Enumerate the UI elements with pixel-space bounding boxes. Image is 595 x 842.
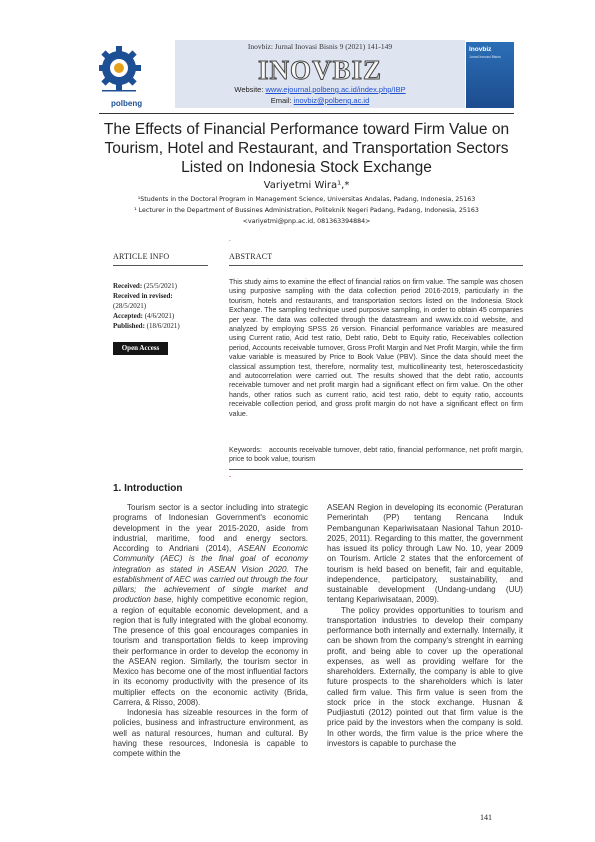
website-link[interactable]: www.ejournal.polbeng.ac.id/index.php/IBP [265, 85, 406, 94]
body-column-left [113, 503, 308, 759]
polbeng-logo [99, 38, 173, 108]
abstract-bottom-rule [229, 469, 523, 470]
intro-paragraph-2: Indonesia has sizeable resources in the form of policies, business and infrastructure environment, as well as natural resources, human and cultural. By having these resources, Indonesia is capable to compete within the [113, 708, 308, 758]
affiliation-1: ¹Students in the Doctoral Program in Management Science, Universitas Andalas, Padang, Indonesia, 25163 [137, 196, 476, 203]
website-label: Website: [234, 85, 266, 94]
received-date [113, 281, 177, 291]
cover-title: Inovbiz [469, 46, 492, 53]
article-info-heading: ARTICLE INFO [113, 252, 170, 261]
email-line [175, 96, 465, 105]
journal-brand: INOVBIZ [257, 55, 383, 85]
separator-mark-2: - [229, 472, 232, 480]
published-date [113, 321, 180, 331]
open-access-badge: Open Access [113, 342, 168, 355]
cover-subtitle: Jurnal Inovasi Bisnis [469, 55, 501, 59]
abstract-text: This study aims to examine the effect of financial ratios on firm value. The sample was chosen using purposive sampling with the data collection period 2016-2019, particularly in the tourism, hotels and restaurants, and transportation sectors listed on the Indonesia Stock Exchange. The sampling technique used purposive sampling, in order to obtain 45 companies per year. The data was collected through the datastream and www.idx.co.id website, and analyzed by employing SPSS 26 version. Financial performance variables are measured using Current ratio, Acid test ratio, Debt ratio, Debt to Equity ratio, Receivables collection period, Accounts receivable turnover, Gross Profit Margin and Net Profit Margin, while the firm value variable is measured by Price to Book Value (PBV). Since the data should meet the classical assumption test, therefore, normality test, multicollinearity test, heteroscedasticity and autocorrelation were carried out. The results showed that the debt ratio, accounts receivable turnover and net profit margin had a significant effect on firm value. On the other hands, other ratios such as current ratio, acid test ratio, debt to equity ratio, accounts receivable collection period, and gross profit margin do not have a significant effect on firm value. [229, 279, 523, 418]
journal-citation: Inovbiz: Jurnal Inovasi Bisnis 9 (2021) 141-149 [247, 42, 393, 51]
intro-paragraph-1 [113, 503, 308, 708]
intro-p1-italic: ASEAN Economic Community (AEC) is the final goal of economy integration as stated in ASEAN Vision 2020. The establishment of AEC was carried out through the four pillars; the achievement of single market and production base, [113, 544, 308, 605]
body-column-right [327, 503, 523, 749]
revised-date: (28/5/2021) [113, 302, 147, 310]
published-value: (18/6/2021) [144, 322, 180, 330]
author-contact: <variyetmi@pnp.ac.id, 081363394884> [242, 218, 371, 225]
email-label: Email: [270, 96, 294, 105]
intro-p1-text-b: highly competitive economic region, a region of equitable economic development, and a region that is fully integrated with the global economy. The presence of this goal encourages companies in tourism and transportation fields to keep improving their performance in order to develop the economy in the ASEAN region. Similarly, the tourism sector in Mexico has become one of the most influential factors in its economy productivity with the presence of its multiplier effects on the economic activity (Brida, Carrera, & Risso, 2008). [113, 595, 308, 707]
logo-wordmark: polbeng [111, 99, 143, 108]
accepted-label: Accepted: [113, 312, 143, 320]
revised-label-line [113, 291, 173, 301]
accepted-date [113, 311, 174, 321]
gear-logo-icon [99, 38, 173, 108]
accepted-value: (4/6/2021) [142, 312, 175, 320]
intro-paragraph-4: The policy provides opportunities to tourism and transportation industries to develop their company performance both internally and externally. Internally, it can be shown from the company's strenght in earning profit, and being able to cover up the operational expenses, as well as providing welfare for the shareholders. Externally, the company is able to give future prospects to the shareholders which is later called firm value. This firm value is seen from the stock price in the stock exchange. Husnan & Pudjiastuti (2012) pointed out that firm value is the price paid by the investors when the company is sold. In other words, the firm value is the price where the investors is capable to purchase the [327, 605, 523, 748]
author-name: Variyetmi Wira¹,* [263, 180, 350, 191]
keywords-block [229, 446, 523, 465]
section-heading-introduction: 1. Introduction [113, 483, 183, 494]
received-value: (25/5/2021) [142, 282, 177, 290]
abstract-heading: ABSTRACT [229, 252, 273, 261]
website-line [175, 85, 465, 94]
page-number: 141 [480, 813, 492, 822]
revised-label: Received in revised: [113, 292, 173, 300]
published-label: Published: [113, 322, 145, 330]
received-label: Received: [113, 282, 143, 290]
abstract-rule [229, 265, 523, 266]
article-title: The Effects of Financial Performance toward Firm Value on Tourism, Hotel and Restaurant, and Transportation Sectors Listed on Indonesia Stock Exchange [103, 121, 510, 176]
intro-paragraph-3: ASEAN Region in developing its economic (Peraturan Pemerintah (PP) tentang Rencana Induk Pembangunan Kepariwisataan Nasional Tahun 2010-2025, 2011). Regarding to this matter, the government has issued its policy through Law No. 10, year 2009 on Tourism. Article 2 states that the enforcement of tourism is held based on benefit, fair and equitable, independence, participatory, sustainability, and sustainable development (Undang-undang (UU) tentang Kepariwisataan, 2009). [327, 503, 523, 605]
header-divider [99, 113, 514, 114]
email-link[interactable]: inovbiz@polbeng.ac.id [293, 96, 370, 105]
separator-mark: . [229, 235, 231, 243]
article-info-rule [113, 265, 208, 266]
intro-p1-text-a: Tourism sector is a sector including into strategic programs of Indonesian Government's economic development in the year 2015-2020, aside from industrial, maritime, food and energy sectors. According to Andriani (2014), [113, 503, 308, 553]
keywords-list: accounts receivable turnover, debt ratio, financial performance, net profit margin, price to book value, tourism [229, 447, 523, 464]
keywords-label: Keywords: [229, 447, 262, 454]
affiliation-2: ¹ Lecturer in the Department of Bussines Administration, Politeknik Negeri Padang, Padang, Indonesia, 25163 [134, 207, 479, 214]
